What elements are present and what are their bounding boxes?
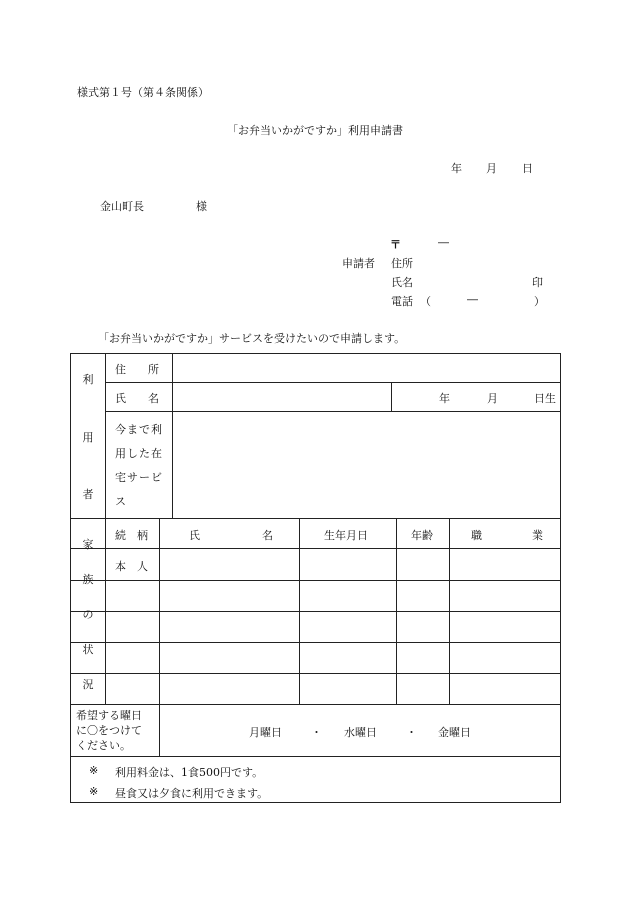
header-relation: 続 柄 <box>115 529 148 542</box>
note-text-2: 昼食又は夕食に利用できます。 <box>115 787 269 800</box>
header-name-first: 氏 <box>189 529 200 542</box>
phone-open-paren: （ <box>420 295 431 308</box>
statement: 「お弁当いかがですか」サービスを受けたいので申請します。 <box>98 332 406 345</box>
applicant-phone-label: 電話 <box>391 295 413 308</box>
page-title: 「お弁当いかがですか」利用申請書 <box>227 124 403 137</box>
phone-close-paren: ） <box>534 295 545 308</box>
form-number: 様式第１号（第４条関係） <box>77 86 209 99</box>
day-friday[interactable]: 金曜日 <box>438 726 471 739</box>
application-table <box>70 353 561 803</box>
self-label: 本 人 <box>115 560 148 573</box>
day-separator-2: ・ <box>406 726 417 739</box>
applicant-label: 申請者 <box>342 257 375 270</box>
postal-dash: ― <box>438 236 449 249</box>
user-name-value[interactable] <box>174 384 389 410</box>
day-separator-1: ・ <box>311 726 322 739</box>
note-text-1: 利用料金は、1食500円です。 <box>115 766 264 779</box>
date-year: 年 <box>451 162 462 175</box>
user-section-label: 利 用 者 <box>82 373 94 501</box>
user-birth-year: 年 <box>439 392 450 405</box>
services-label: 今まで利 用した在 宅サービ ス <box>115 423 163 508</box>
user-birth-day: 日生 <box>534 392 556 405</box>
note-mark-2: ※ <box>89 785 99 798</box>
day-wednesday[interactable]: 水曜日 <box>344 726 377 739</box>
days-label: 希望する曜日 に〇をつけて ください。 <box>76 709 142 752</box>
addressee-suffix: 様 <box>196 200 207 213</box>
header-age: 年齢 <box>411 529 433 542</box>
date-day: 日 <box>522 162 533 175</box>
phone-dash: ― <box>467 293 478 306</box>
note-mark-1: ※ <box>89 764 99 777</box>
header-occupation-second: 業 <box>532 529 543 542</box>
user-name-label: 氏 名 <box>115 392 159 405</box>
header-name-second: 名 <box>262 529 273 542</box>
seal-mark: 印 <box>532 276 543 289</box>
applicant-name-label: 氏名 <box>391 276 413 289</box>
header-birthdate: 生年月日 <box>324 529 368 542</box>
user-address-value[interactable] <box>174 355 559 381</box>
header-occupation-first: 職 <box>471 529 482 542</box>
family-section-label: 家 族 の 状 況 <box>82 538 94 691</box>
services-value[interactable] <box>174 413 559 517</box>
applicant-address-label: 住所 <box>391 257 413 270</box>
day-monday[interactable]: 月曜日 <box>249 726 282 739</box>
postal-mark: 〒 <box>390 238 401 251</box>
date-month: 月 <box>486 162 497 175</box>
addressee: 金山町長 <box>100 200 144 213</box>
user-address-label: 住 所 <box>115 363 159 376</box>
user-birth-month: 月 <box>487 392 498 405</box>
